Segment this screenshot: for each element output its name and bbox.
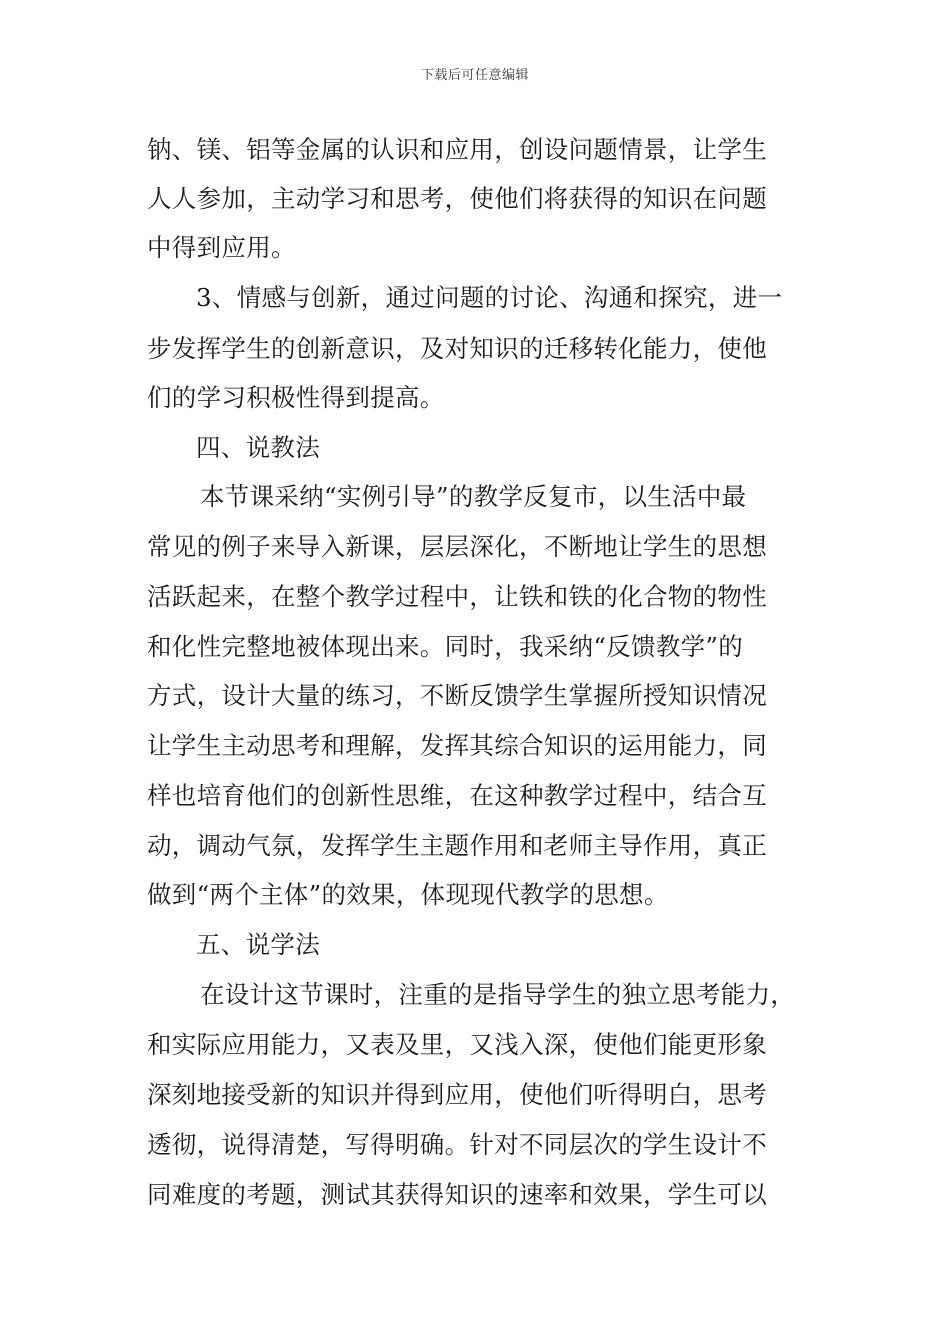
text-line: 让学生主动思考和理解，发挥其综合知识的运用能力，同	[147, 731, 767, 760]
text-line: 做到“两个主体”的效果，体现现代教学的思想。	[147, 880, 669, 909]
text-line: 步发挥学生的创新意识，及对知识的迁移转化能力，使他	[147, 334, 767, 363]
text-line: 方式，设计大量的练习，不断反馈学生掌握所授知识情况	[147, 681, 767, 710]
text-line: 们的学习积极性得到提高。	[147, 383, 445, 412]
section-heading: 四、说教法	[196, 433, 320, 462]
text-line: 活跃起来，在整个教学过程中，让铁和铁的化合物的物性	[147, 582, 767, 611]
text-line: 样也培育他们的创新性思维，在这种教学过程中，结合互	[147, 781, 767, 810]
text-line: 中得到应用。	[147, 233, 296, 262]
text-line: 和实际应用能力，又表及里，又浅入深，使他们能更形象	[147, 1030, 767, 1059]
text-line: 深刻地接受新的知识并得到应用，使他们听得明白，思考	[147, 1080, 767, 1109]
text-line: 钠、镁、铝等金属的认识和应用，创设问题情景，让学生	[147, 135, 767, 164]
text-line: 同难度的考题，测试其获得知识的速率和效果，学生可以	[147, 1180, 767, 1209]
text-line: 透彻，说得清楚，写得明确。针对不同层次的学生设计不	[147, 1130, 767, 1159]
text-line: 动，调动气氛，发挥学生主题作用和老师主导作用，真正	[147, 831, 767, 860]
text-line: 常见的例子来导入新课，层层深化，不断地让学生的思想	[147, 532, 767, 561]
text-line: 在设计这节课时，注重的是指导学生的独立思考能力，	[200, 980, 796, 1009]
text-line: 本节课采纳“实例引导”的教学反复市，以生活中最	[200, 482, 747, 511]
text-line: 3、情感与创新，通过问题的讨论、沟通和探究，进一	[196, 283, 783, 312]
text-line: 人人参加，主动学习和思考，使他们将获得的知识在问题	[147, 184, 767, 213]
section-heading: 五、说学法	[196, 930, 320, 959]
page-header: 下载后可任意编辑	[420, 68, 529, 83]
text-line: 和化性完整地被体现出来。同时，我采纳“反馈教学”的	[147, 632, 744, 661]
